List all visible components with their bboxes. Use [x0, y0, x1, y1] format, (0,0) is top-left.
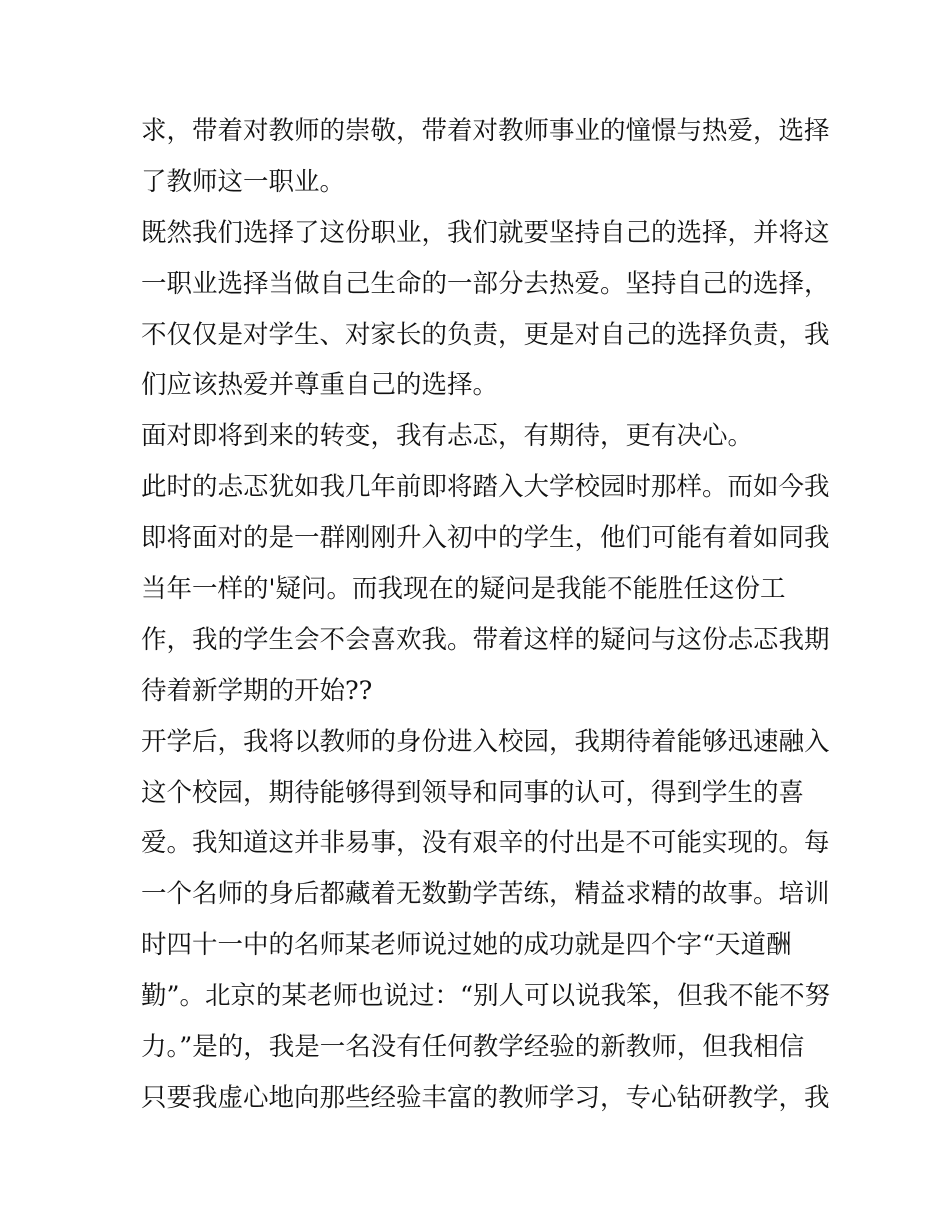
text-line: 面对即将到来的转变，我有忐忑，有期待，更有决心。: [141, 421, 754, 452]
text-line: 只要我虚心地向那些经验丰富的教师学习，专心钻研教学，我: [141, 1082, 830, 1113]
body-text: [141, 106, 831, 1124]
text-line: 当年一样的'疑问。而我现在的疑问是我能不能胜任这份工: [141, 574, 786, 605]
text-line: 此时的忐忑犹如我几年前即将踏入大学校园时那样。而如今我: [141, 472, 830, 503]
text-line: 作，我的学生会不会喜欢我。带着这样的疑问与这份忐忑我期: [141, 624, 830, 655]
text-line: 力。”是的，我是一名没有任何教学经验的新教师，但我相信: [141, 1032, 805, 1063]
text-line: 勤”。北京的某老师也说过：“别人可以说我笨，但我不能不努: [141, 981, 831, 1012]
text-line: 这个校园，期待能够得到领导和同事的认可，得到学生的喜: [141, 777, 805, 808]
text-line: 待着新学期的开始??: [141, 675, 373, 706]
text-line: 即将面对的是一群刚刚升入初中的学生，他们可能有着如同我: [141, 523, 830, 554]
text-line: 求，带着对教师的崇敬，带着对教师事业的憧憬与热爱，选择: [141, 116, 830, 146]
text-line: 时四十一中的名师某老师说过她的成功就是四个字“天道酬: [141, 930, 792, 961]
text-line: 了教师这一职业。: [141, 166, 346, 197]
text-line: 们应该热爱并尊重自己的选择。: [141, 370, 499, 401]
text-line: 爱。我知道这并非易事，没有艰辛的付出是不可能实现的。每: [141, 828, 830, 859]
text-line: 不仅仅是对学生、对家长的负责，更是对自己的选择负责，我: [141, 319, 830, 350]
text-line: 一职业选择当做自己生命的一部分去热爱。坚持自己的选择，: [141, 268, 830, 299]
text-line: 一个名师的身后都藏着无数勤学苦练，精益求精的故事。培训: [141, 879, 830, 910]
text-line: 既然我们选择了这份职业，我们就要坚持自己的选择，并将这: [141, 217, 830, 248]
text-line: 开学后，我将以教师的身份进入校园，我期待着能够迅速融入: [141, 726, 830, 757]
